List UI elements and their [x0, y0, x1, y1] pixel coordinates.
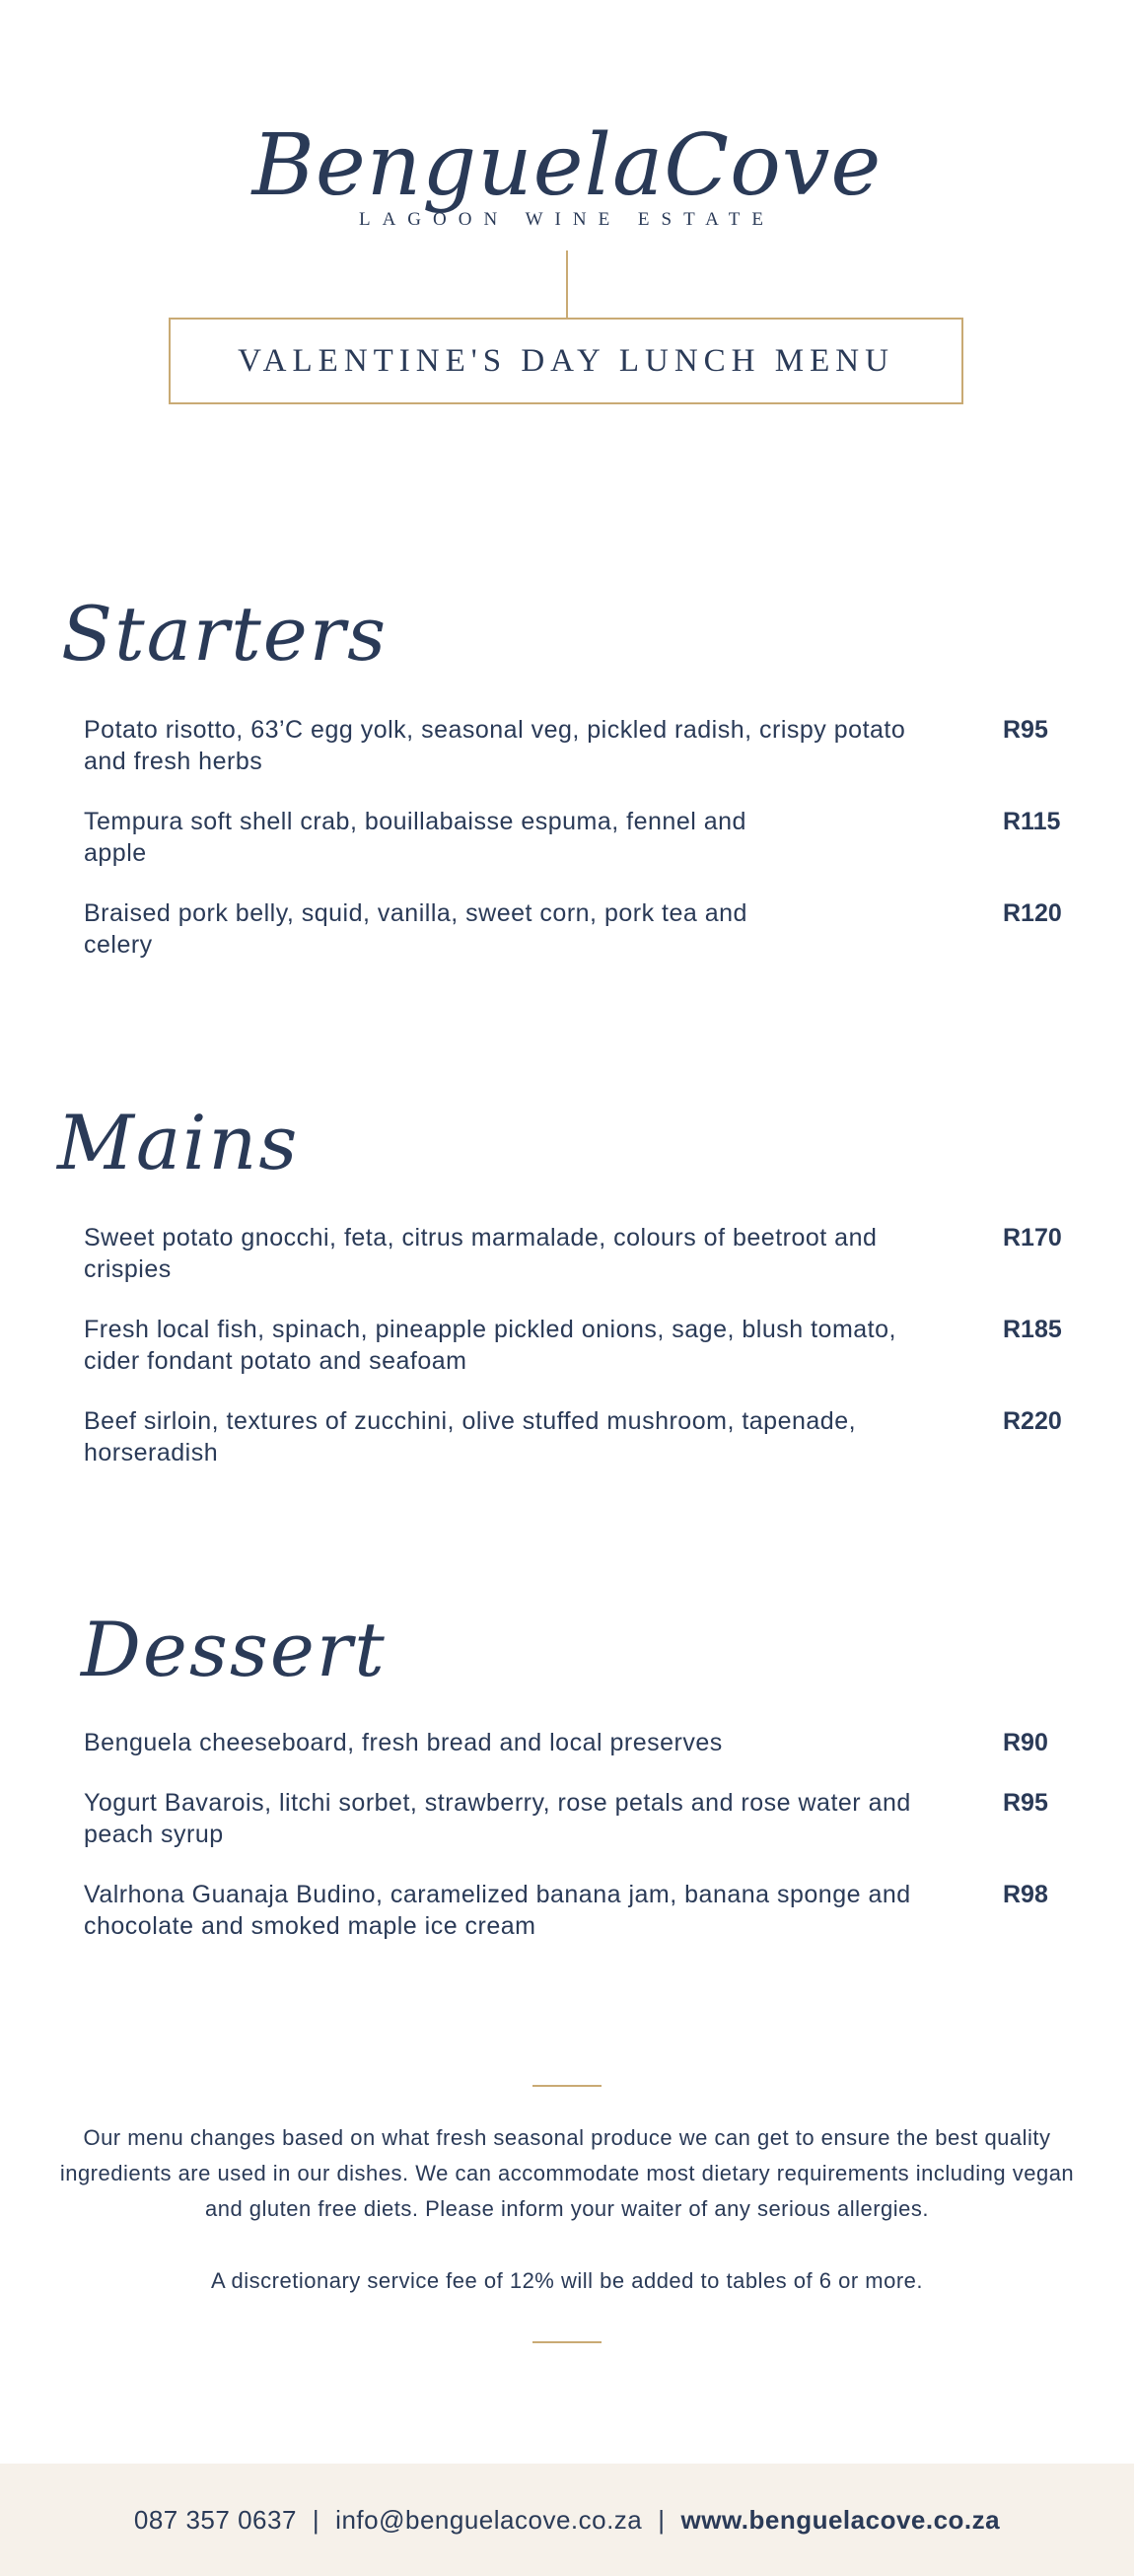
footer-separator: |: [312, 2504, 320, 2535]
divider-line: [532, 2085, 602, 2087]
logo: [0, 116, 1134, 231]
section-title-dessert: Dessert: [81, 1606, 387, 1693]
menu-item-price: R185: [1003, 1316, 1062, 1343]
menu-item-description: Potato risotto, 63’C egg yolk, seasonal veg, pickled radish, crispy potato and fresh herbs: [84, 716, 906, 775]
service-fee-note: A discretionary service fee of 12% will be added to tables of 6 or more.: [210, 2268, 924, 2293]
menu-item: [84, 1314, 1070, 1383]
menu-item: [84, 806, 1070, 875]
menu-item-description: Beef sirloin, textures of zucchini, olive stuffed mushroom, tapenade, horseradish: [84, 1407, 857, 1467]
menu-item: [84, 1222, 1070, 1291]
menu-item-price: R95: [1003, 1789, 1048, 1817]
footer-separator: |: [658, 2504, 666, 2535]
menu-item-description: Braised pork belly, squid, vanilla, sweet corn, pork tea and celery: [84, 899, 747, 959]
menu-item-description: Sweet potato gnocchi, feta, citrus marmalade, colours of beetroot and crispies: [84, 1224, 878, 1283]
menu-item-description: Benguela cheeseboard, fresh bread and local preserves: [84, 1729, 723, 1756]
menu-item-price: R120: [1003, 899, 1062, 927]
menu-item-description: Fresh local fish, spinach, pineapple pickled onions, sage, blush tomato, cider fondant potato and seafoam: [84, 1316, 896, 1375]
menu-item-price: R90: [1003, 1729, 1048, 1756]
footer: [0, 2464, 1134, 2576]
menu-note: Our menu changes based on what fresh seasonal produce we can get to ensure the best quality ingredients are used in our dishes. We can accommodate most dietary requirements including vegan and gluten free diets. Please inform your waiter of any serious allergies.: [59, 2125, 1075, 2221]
section-title-mains: Mains: [57, 1099, 300, 1186]
menu-title: VALENTINE'S DAY LUNCH MENU: [238, 342, 894, 379]
menu-item-description: Tempura soft shell crab, bouillabaisse espuma, fennel and apple: [84, 808, 746, 867]
menu-item: [84, 1727, 1070, 1796]
menu-item: [84, 1787, 1070, 1856]
menu-item: [84, 714, 1070, 783]
menu-item-price: R170: [1003, 1224, 1062, 1252]
footer-website-link[interactable]: www.benguelacove.co.za: [680, 2504, 1001, 2535]
menu-item-description: Yogurt Bavarois, litchi sorbet, strawberry, rose petals and rose water and peach syrup: [84, 1789, 911, 1848]
menu-item: [84, 1405, 1070, 1474]
menu-item: [84, 1879, 1070, 1948]
divider-line: [532, 2341, 602, 2343]
menu-title-box: [169, 318, 963, 404]
logo-wordmark: BenguelaCove: [251, 116, 883, 215]
menu-item-price: R220: [1003, 1407, 1062, 1435]
menu-item-price: R95: [1003, 716, 1048, 744]
menu-item-price: R98: [1003, 1881, 1048, 1908]
section-title-starters: Starters: [61, 590, 389, 678]
menu-item-price: R115: [1003, 808, 1061, 835]
logo-subtitle: LAGOON WINE ESTATE: [358, 209, 776, 230]
footer-phone[interactable]: 087 357 0637: [133, 2504, 297, 2535]
menu-item: [84, 897, 1070, 966]
header-connector-line: [566, 250, 568, 318]
menu-item-description: Valrhona Guanaja Budino, caramelized banana jam, banana sponge and chocolate and smoked maple ice cream: [84, 1881, 911, 1940]
footer-email[interactable]: info@benguelacove.co.za: [335, 2504, 643, 2535]
